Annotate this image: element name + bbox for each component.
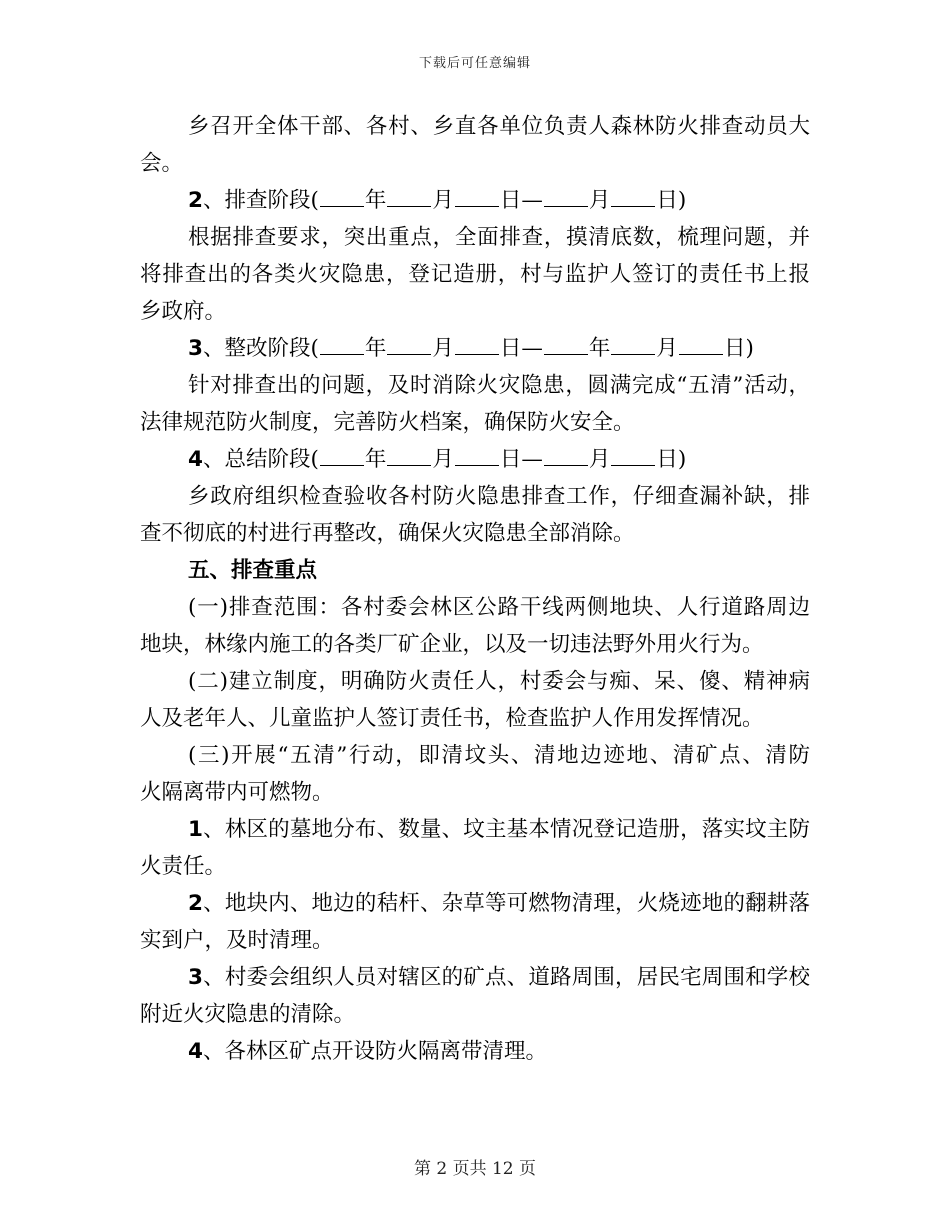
text-line: 将排查出的各类火灾隐患，登记造册，村与监护人签订的责任书上报 bbox=[140, 262, 810, 287]
text-line: 地块，林缘内施工的各类厂矿企业，以及一切违法野外用火行为。 bbox=[140, 632, 764, 657]
text-line: 2、地块内、地边的秸杆、杂草等可燃物清理，火烧迹地的翻耕落 bbox=[188, 891, 810, 916]
text-line: 2、排查阶段( 年 月 日— 月 日) bbox=[140, 182, 810, 219]
page-header: 下载后可任意编辑 bbox=[418, 56, 531, 71]
text-line: 4、各林区矿点开设防火隔离带清理。 bbox=[188, 1039, 547, 1064]
text-line: 附近火灾隐患的清除。 bbox=[140, 1002, 356, 1027]
text-line: 乡政府组织检查验收各村防火隐患排查工作，仔细查漏补缺，排 bbox=[188, 484, 810, 509]
fill-in-blank bbox=[320, 184, 364, 207]
item-number: 3 bbox=[188, 336, 203, 361]
fill-in-blank bbox=[544, 443, 588, 466]
fill-in-blank bbox=[387, 332, 431, 355]
text-line: 查不彻底的村进行再整改，确保火灾隐患全部消除。 bbox=[140, 521, 635, 546]
item-number: 4 bbox=[188, 447, 203, 472]
fill-in-blank bbox=[611, 184, 655, 207]
text-line: 实到户，及时清理。 bbox=[140, 928, 334, 953]
fill-in-blank bbox=[455, 184, 499, 207]
fill-in-blank bbox=[611, 332, 655, 355]
item-number: 2 bbox=[188, 891, 203, 916]
fill-in-blank bbox=[387, 443, 431, 466]
fill-in-blank bbox=[544, 332, 588, 355]
text-line: 会。 bbox=[140, 151, 184, 176]
text-line: 针对排查出的问题，及时消除火灾隐患，圆满完成“五清”活动， bbox=[188, 373, 810, 398]
item-number: 4 bbox=[188, 1039, 203, 1064]
fill-in-blank bbox=[679, 332, 723, 355]
text-line: (二)建立制度，明确防火责任人，村委会与痴、呆、傻、精神病 bbox=[188, 669, 810, 694]
text-line: (三)开展“五清”行动，即清坟头、清地边迹地、清矿点、清防 bbox=[188, 743, 810, 768]
text-line: 法律规范防火制度，完善防火档案，确保防火安全。 bbox=[140, 410, 635, 435]
text-line: 火隔离带内可燃物。 bbox=[140, 780, 334, 805]
text-line: (一)排查范围：各村委会林区公路干线两侧地块、人行道路周边 bbox=[188, 595, 810, 620]
fill-in-blank bbox=[320, 332, 364, 355]
fill-in-blank bbox=[611, 443, 655, 466]
text-line: 3、整改阶段( 年 月 日— 年 月 日) bbox=[140, 330, 810, 367]
page-footer: 第 2 页共 12 页 bbox=[413, 1159, 537, 1179]
fill-in-blank bbox=[387, 184, 431, 207]
item-number: 2 bbox=[188, 188, 203, 213]
section-heading: 五、排查重点 bbox=[188, 558, 318, 583]
fill-in-blank bbox=[455, 443, 499, 466]
item-number: 3 bbox=[188, 965, 203, 990]
fill-in-blank bbox=[544, 184, 588, 207]
text-line: 1、林区的墓地分布、数量、坟主基本情况登记造册，落实坟主防 bbox=[188, 817, 810, 842]
text-line: 乡召开全体干部、各村、乡直各单位负责人森林防火排查动员大 bbox=[188, 114, 810, 139]
text-line: 火责任。 bbox=[140, 854, 227, 879]
text-line: 乡政府。 bbox=[140, 299, 227, 324]
text-line: 4、总结阶段( 年 月 日— 月 日) bbox=[140, 441, 810, 478]
text-line: 人及老年人、儿童监护人签订责任书，检查监护人作用发挥情况。 bbox=[140, 706, 764, 731]
fill-in-blank bbox=[455, 332, 499, 355]
fill-in-blank bbox=[320, 443, 364, 466]
text-line: 3、村委会组织人员对辖区的矿点、道路周围，居民宅周围和学校 bbox=[188, 965, 810, 990]
document-body bbox=[140, 108, 810, 1070]
text-line: 根据排查要求，突出重点，全面排查，摸清底数，梳理问题，并 bbox=[188, 225, 810, 250]
item-number: 1 bbox=[188, 817, 203, 842]
